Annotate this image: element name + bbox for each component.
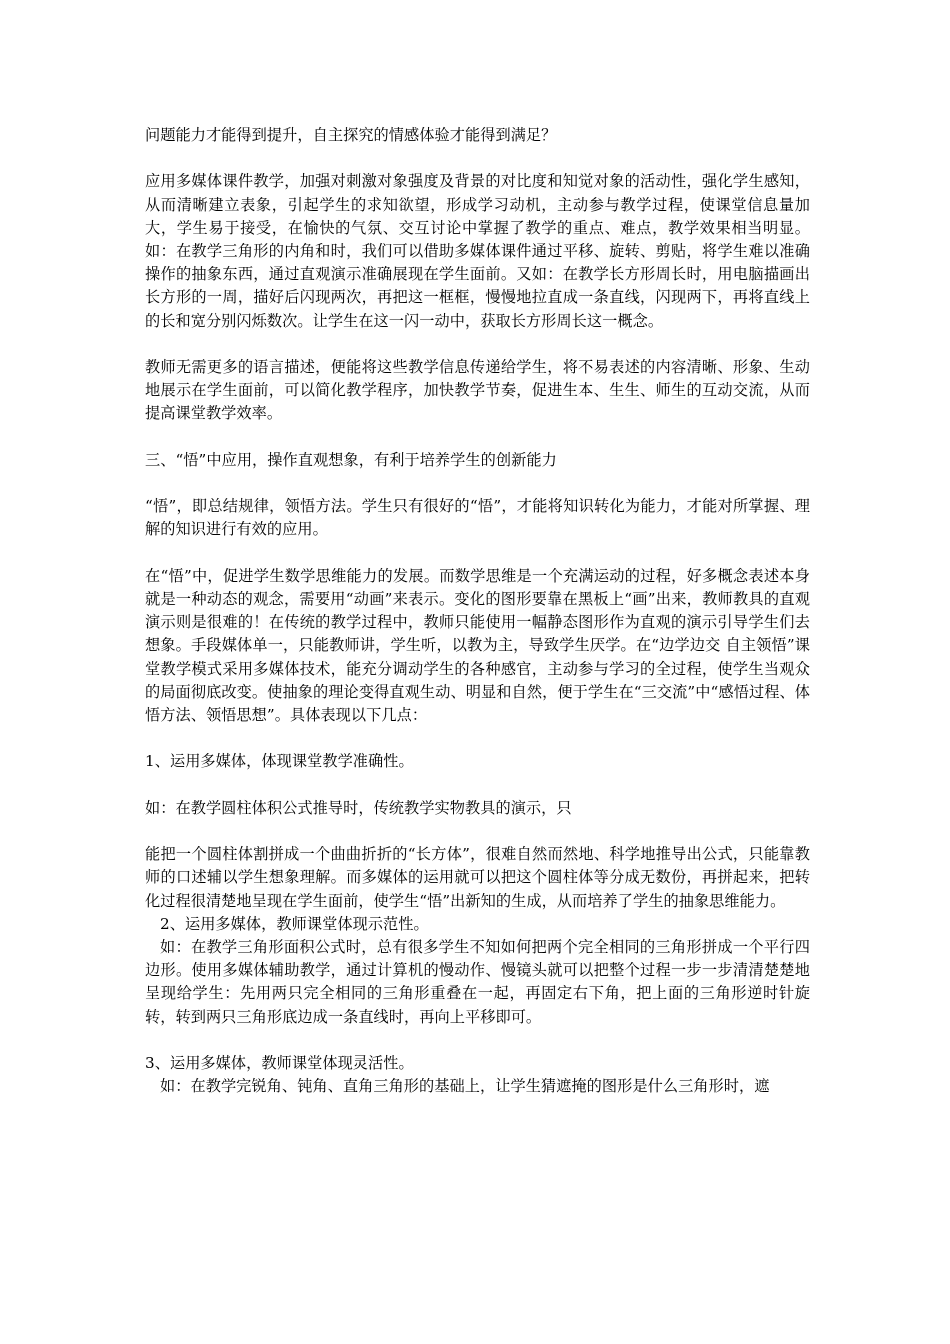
paragraph-9: 如：在教学完锐角、钝角、直角三角形的基础上，让学生猜遮掩的图形是什么三角形时，遮 xyxy=(160,1077,770,1096)
document-body xyxy=(145,124,810,1098)
paragraph-spacer xyxy=(145,774,810,797)
paragraph-5: 在“悟”中，促进学生数学思维能力的发展。而数学思维是一个充满运动的过程，好多概念表述本身就是一种动态的观念，需要用“动画”来表示。变化的图形要靠在黑板上“画”出来，教师教具的直观演示则是很难的！在传统的教学过程中，教师只能使用一幅静态图形作为直观的演示引导学生们去想象。手段媒体单一，只能教师讲，学生听，以教为主，导致学生厌学。在“边学边交 自主领悟”课堂教学模式采用多媒体技术，能充分调动学生的各种感官，主动参与学习的全过程，使学生当观众的局面彻底改变。使抽象的理论变得直观生动、明显和自然，便于学生在“三交流”中“感悟过程、体悟方法、领悟思想”。具体表现以下几点： xyxy=(145,566,810,724)
paragraph-spacer xyxy=(145,727,810,750)
paragraph-4: “悟”，即总结规律，领悟方法。学生只有很好的“悟”，才能将知识转化为能力，才能对所掌握、理解的知识进行有效的应用。 xyxy=(145,497,810,539)
paragraph-spacer xyxy=(145,333,810,356)
paragraph-spacer xyxy=(145,472,810,495)
paragraph-spacer xyxy=(145,542,810,565)
point-heading-3: 3、运用多媒体，教师课堂体现灵活性。 xyxy=(145,1053,414,1072)
paragraph-7: 能把一个圆柱体割拼成一个曲曲折折的“长方体”，很难自然而然地、科学地推导出公式，只能靠教师的口述辅以学生想象理解。而多媒体的运用就可以把这个圆柱体等分成无数份，再拼起来，把转化过程很清楚地呈现在学生面前，使学生“悟”出新知的生成，从而培养了学生的抽象思维能力。 xyxy=(145,845,810,910)
paragraph-2: 应用多媒体课件教学，加强对刺激对象强度及背景的对比度和知觉对象的活动性，强化学生感知，从而清晰建立表象，引起学生的求知欲望，形成学习动机，主动参与教学过程，使课堂信息量加大，学生易于接受，在愉快的气氛、交互讨论中掌握了教学的重点、难点，教学效果相当明显。如：在教学三角形的内角和时，我们可以借助多媒体课件通过平移、旋转、剪贴，将学生难以准确操作的抽象东西，通过直观演示准确展现在学生面前。又如：在教学长方形周长时，用电脑描画出长方形的一周，描好后闪现两次，再把这一框框，慢慢地拉直成一条直线，闪现两下，再将直线上的长和宽分别闪烁数次。让学生在这一闪一动中，获取长方形周长这一概念。 xyxy=(145,172,810,330)
section-heading-3: 三、“悟”中应用，操作直观想象，有利于培养学生的创新能力 xyxy=(145,450,557,469)
paragraph-spacer xyxy=(145,426,810,449)
paragraph-3: 教师无需更多的语言描述，便能将这些教学信息传递给学生，将不易表述的内容清晰、形象、生动地展示在学生面前，可以简化教学程序，加快教学节奏，促进生本、生生、师生的互动交流，从而提高课堂教学效率。 xyxy=(145,358,810,423)
paragraph-spacer xyxy=(145,1029,810,1052)
point-heading-1: 1、运用多媒体，体现课堂教学准确性。 xyxy=(145,752,414,771)
point-heading-2: 2、运用多媒体，教师课堂体现示范性。 xyxy=(160,914,429,933)
paragraph-6: 如：在教学圆柱体积公式推导时，传统教学实物教具的演示，只 xyxy=(145,798,572,817)
paragraph-8: 如：在教学三角形面积公式时，总有很多学生不知如何把两个完全相同的三角形拼成一个平行四边形。使用多媒体辅助教学，通过计算机的慢动作、慢镜头就可以把整个过程一步一步清清楚楚地呈现给学生：先用两只完全相同的三角形重叠在一起，再固定右下角，把上面的三角形逆时针旋转，转到两只三角形底边成一条直线时，再向上平移即可。 xyxy=(145,937,810,1026)
paragraph-spacer xyxy=(145,147,810,170)
paragraph-1: 问题能力才能得到提升，自主探究的情感体验才能得到满足？ xyxy=(145,126,557,144)
paragraph-spacer xyxy=(145,820,810,843)
